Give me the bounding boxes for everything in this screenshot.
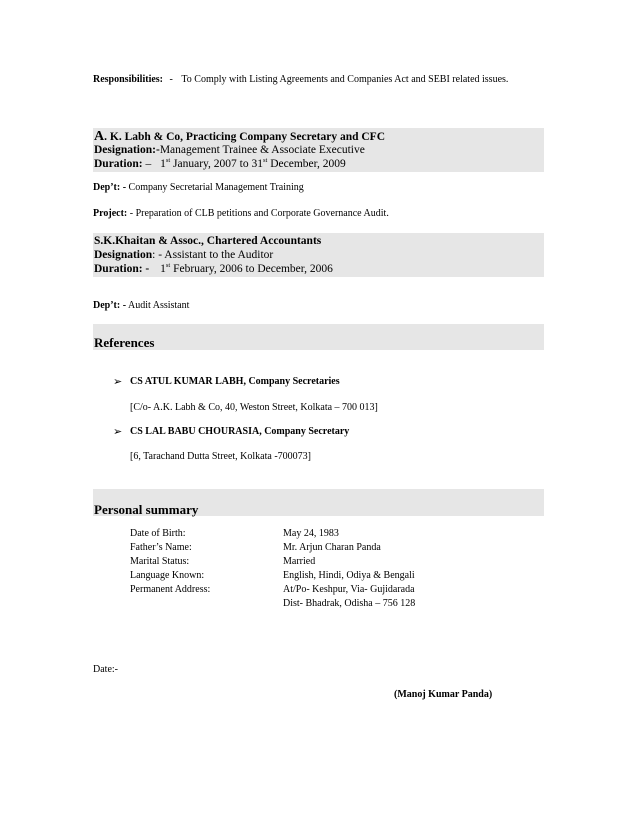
job1-dept-value: Company Secretarial Management Training	[128, 182, 304, 193]
job1-project-value: - Preparation of CLB petitions and Corporate Governance Audit.	[129, 208, 389, 219]
job1-project	[93, 208, 389, 219]
job1-duration-start-rest: January, 2007 to 31	[173, 158, 263, 170]
personal-label-dob: Date of Birth:	[130, 528, 186, 539]
job1-duration-dash: –	[145, 158, 152, 170]
personal-label-language: Language Known:	[130, 570, 205, 581]
references-band	[93, 324, 544, 350]
job2-dept-value: Audit Assistant	[128, 300, 190, 311]
signature-name: (Manoj Kumar Panda)	[394, 689, 493, 700]
job1-dept	[93, 182, 304, 193]
reference-1-name: CS ATUL KUMAR LABH, Company Secretaries	[130, 376, 340, 387]
reference-1-address: [C/o- A.K. Labh & Co, 40, Weston Street, Kolkata – 700 013]	[130, 402, 378, 413]
personal-value-marital: Married	[283, 556, 316, 567]
reference-2-name: CS LAL BABU CHOURASIA, Company Secretary	[130, 426, 350, 437]
personal-label-marital: Marital Status:	[130, 556, 190, 567]
job1-company-rest: . K. Labh & Co, Practicing Company Secretary and CFC	[104, 131, 386, 143]
job1-designation-value: Management Trainee & Associate Executive	[159, 144, 365, 156]
personal-value-address: At/Po- Keshpur, Via- Gujidarada	[283, 584, 415, 595]
job2-designation-value: : - Assistant to the Auditor	[152, 249, 274, 261]
job1-duration-start-day: 1	[160, 158, 166, 170]
job2-company: S.K.Khaitan & Assoc., Chartered Accountants	[94, 235, 322, 247]
reference-2-bullet-icon: ➢	[113, 425, 123, 438]
reference-1-bullet-icon: ➢	[113, 375, 123, 388]
personal-value-father: Mr. Arjun Charan Panda	[283, 542, 381, 553]
date-label: Date:-	[93, 664, 118, 675]
job2-duration-sup: st	[165, 262, 171, 270]
job2-duration-rest: February, 2006 to December, 2006	[173, 263, 333, 275]
job1-designation-label: Designation:-	[94, 144, 160, 156]
job1-company-initial: A	[94, 129, 105, 144]
job2-duration-label: Duration: -	[94, 263, 150, 275]
responsibilities-text: To Comply with Listing Agreements and Companies Act and SEBI related issues.	[181, 74, 509, 85]
responsibilities-sep: -	[169, 74, 173, 85]
personal-value-address-cont: Dist- Bhadrak, Odisha – 756 128	[283, 598, 416, 609]
job1-company	[94, 129, 385, 145]
job1-designation	[94, 144, 365, 156]
personal-label-father: Father’s Name:	[130, 542, 192, 553]
personal-value-language: English, Hindi, Odiya & Bengali	[283, 570, 415, 581]
job1-duration-end-rest: December, 2009	[270, 158, 346, 170]
personal-value-dob: May 24, 1983	[283, 528, 339, 539]
job2-designation	[94, 249, 273, 261]
references-heading: References	[94, 335, 155, 350]
job1-project-label: Project:	[93, 208, 128, 219]
personal-heading: Personal summary	[94, 502, 199, 517]
job2-dept	[93, 300, 189, 311]
personal-label-address: Permanent Address:	[130, 584, 211, 595]
job1-duration-start-sup: st	[165, 157, 171, 165]
reference-2-address: [6, Tarachand Dutta Street, Kolkata -700073]	[130, 451, 312, 462]
job2-duration	[94, 263, 333, 275]
job2-duration-day: 1	[160, 263, 166, 275]
job1-duration	[94, 158, 346, 170]
job1-duration-end-sup: st	[263, 157, 268, 165]
responsibilities-label: Responsibilities:	[93, 74, 164, 85]
job1-dept-label: Dep’t: -	[93, 182, 127, 193]
job2-designation-label: Designation	[94, 249, 153, 261]
job1-duration-label: Duration:	[94, 158, 143, 170]
responsibilities-line	[93, 74, 508, 85]
job2-dept-label: Dep’t: -	[93, 300, 127, 311]
